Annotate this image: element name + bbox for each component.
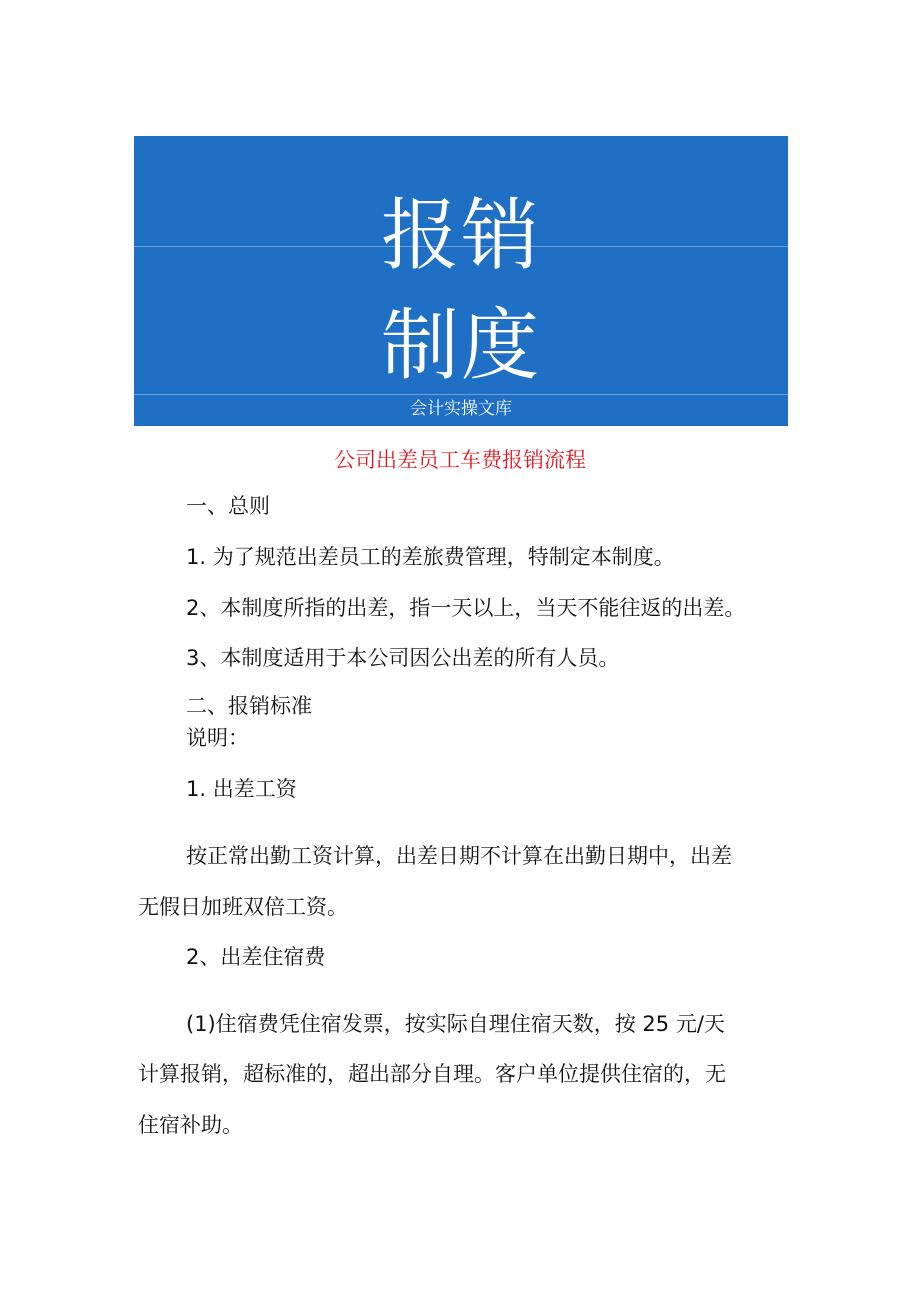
paragraph-item-1: 1. 为了规范出差员工的差旅费管理，特制定本制度。 [186, 545, 675, 569]
banner-divider-top [134, 246, 788, 247]
paragraph-wage-line-2: 无假日加班双倍工资。 [138, 895, 348, 919]
banner-subtitle: 会计实操文库 [410, 399, 512, 419]
section-heading-general: 一、总则 [186, 494, 270, 518]
paragraph-lodging-line-1: (1)住宿费凭住宿发票，按实际自理住宿天数，按 25 元/天 [186, 1012, 725, 1036]
document-title: 公司出差员工车费报销流程 [334, 448, 586, 472]
paragraph-wage-line-1: 按正常出勤工资计算，出差日期不计算在出勤日期中，出差 [186, 844, 732, 868]
banner-title-line-2: 制度 [380, 301, 541, 391]
section-heading-standards: 二、报销标准 [186, 694, 312, 718]
paragraph-item-2: 2、本制度所指的出差，指一天以上，当天不能往返的出差。 [186, 596, 746, 620]
explanation-label: 说明： [186, 726, 249, 750]
paragraph-lodging-line-2: 计算报销，超标准的，超出部分自理。客户单位提供住宿的，无 [138, 1062, 726, 1086]
paragraph-item-3: 3、本制度适用于本公司因公出差的所有人员。 [186, 646, 620, 670]
banner-title-line-1: 报销 [380, 191, 541, 281]
subheading-travel-wage: 1. 出差工资 [186, 777, 297, 801]
paragraph-lodging-line-3: 住宿补助。 [138, 1113, 243, 1137]
subheading-lodging: 2、出差住宿费 [186, 945, 326, 969]
cover-banner [134, 136, 788, 426]
